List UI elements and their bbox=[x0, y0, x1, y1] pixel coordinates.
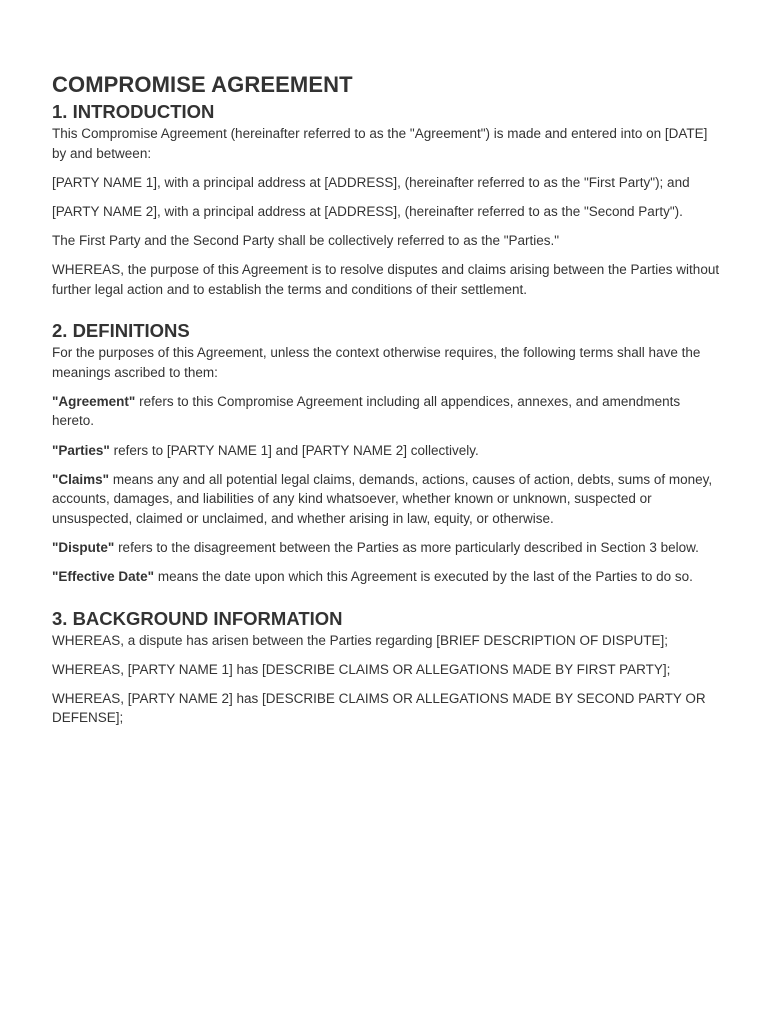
second-party-paragraph: [PARTY NAME 2], with a principal address at [ADDRESS], (hereinafter referred to as the "Second Party"). bbox=[52, 203, 683, 219]
document-page bbox=[52, 70, 724, 737]
section-definitions bbox=[52, 319, 724, 586]
background-first-party-paragraph: WHEREAS, [PARTY NAME 1] has [DESCRIBE CLAIMS OR ALLEGATIONS MADE BY FIRST PARTY]; bbox=[52, 661, 671, 677]
definition-agreement bbox=[52, 392, 724, 431]
background-second-party-paragraph: WHEREAS, [PARTY NAME 2] has [DESCRIBE CLAIMS OR ALLEGATIONS MADE BY SECOND PARTY OR DEFENSE]; bbox=[52, 690, 706, 726]
definition-term: "Effective Date" bbox=[52, 569, 155, 584]
definition-effective-date bbox=[52, 567, 724, 587]
definition-parties bbox=[52, 441, 724, 461]
definition-term: "Claims" bbox=[52, 471, 110, 487]
definition-text: means the date upon which this Agreement is executed by the last of the Parties to do so. bbox=[154, 569, 693, 584]
definition-text: means any and all potential legal claims, demands, actions, causes of action, debts, sums of money, accounts, damages, and liabilities of any kind whatsoever, whether known or unknown, suspected or unsuspected, claimed or unclaimed, and whether arising in law, equity, or otherwise. bbox=[52, 471, 713, 526]
definition-dispute bbox=[52, 538, 724, 558]
definition-text: refers to this Compromise Agreement including all appendices, annexes, and amendments hereto. bbox=[52, 393, 681, 429]
definition-term: "Agreement" bbox=[52, 393, 136, 409]
definitions-intro-paragraph: For the purposes of this Agreement, unless the context otherwise requires, the following terms shall have the meanings ascribed to them: bbox=[52, 345, 701, 380]
intro-paragraph: This Compromise Agreement (hereinafter referred to as the "Agreement") is made and entered into on [DATE] by and between: bbox=[52, 126, 708, 161]
section-background bbox=[52, 607, 724, 728]
section-heading-introduction: 1. INTRODUCTION bbox=[52, 101, 215, 122]
background-dispute-paragraph: WHEREAS, a dispute has arisen between the Parties regarding [BRIEF DESCRIPTION OF DISPUTE]; bbox=[52, 632, 668, 648]
definition-claims bbox=[52, 470, 724, 529]
section-heading-background: 3. BACKGROUND INFORMATION bbox=[52, 607, 343, 629]
definition-text: refers to [PARTY NAME 1] and [PARTY NAME 2] collectively. bbox=[109, 442, 479, 458]
definition-term: "Parties" bbox=[52, 442, 110, 458]
first-party-paragraph: [PARTY NAME 1], with a principal address at [ADDRESS], (hereinafter referred to as the "First Party"); and bbox=[52, 174, 690, 190]
parties-collective-paragraph: The First Party and the Second Party shall be collectively referred to as the "Parties." bbox=[52, 232, 560, 248]
definition-term: "Dispute" bbox=[52, 539, 115, 555]
section-introduction bbox=[52, 100, 724, 299]
purpose-paragraph: WHEREAS, the purpose of this Agreement is to resolve disputes and claims arising between the Parties without further legal action and to establish the terms and conditions of their settlement. bbox=[52, 261, 720, 297]
document-title: COMPROMISE AGREEMENT bbox=[52, 72, 353, 97]
section-heading-definitions: 2. DEFINITIONS bbox=[52, 320, 190, 342]
definition-text: refers to the disagreement between the Parties as more particularly described in Section 3 below. bbox=[114, 539, 699, 555]
